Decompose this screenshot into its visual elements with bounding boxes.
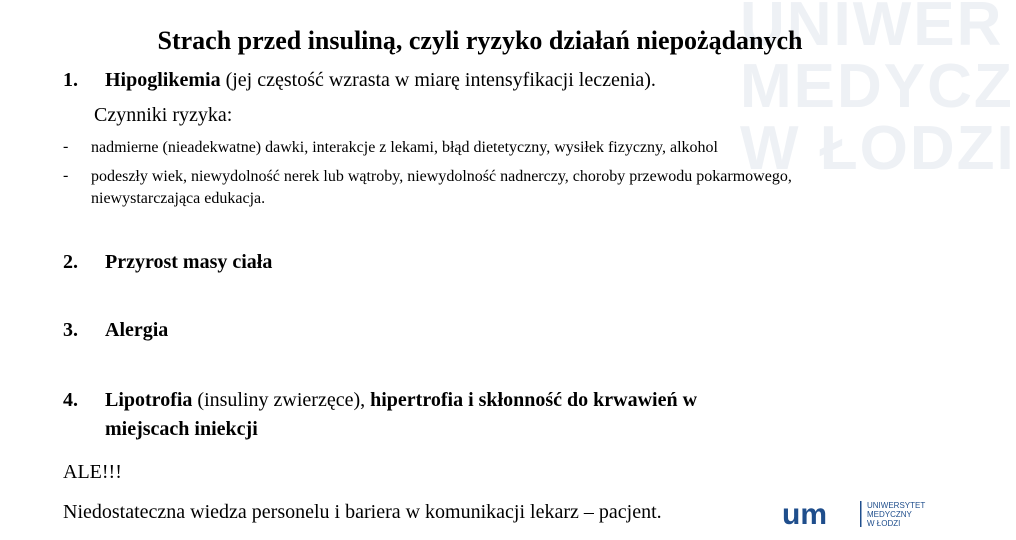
watermark-line: MEDYCZ	[740, 52, 1014, 121]
risk-factors-label: Czynniki ryzyka:	[94, 104, 233, 126]
ale-emphasis: ALE!!!	[63, 461, 122, 483]
logo-line: UNIWERSYTET	[867, 501, 926, 510]
item-heading: Lipotrofia	[105, 389, 193, 411]
logo-line: W ŁODZI	[867, 519, 901, 528]
university-logo	[780, 497, 940, 531]
item-number: 1.	[63, 69, 78, 91]
item-2	[63, 251, 272, 274]
watermark-line: W ŁODZI	[740, 114, 1016, 183]
bullet-dash: -	[63, 167, 69, 184]
item-heading: Przyrost masy ciała	[105, 251, 273, 273]
risk-factor-bullet: nadmierne (nieadekwatne) dawki, interakcje z lekami, błąd dietetyczny, wysiłek fizyczny, alkohol	[91, 139, 718, 156]
item-4-line-2: miejscach iniekcji	[105, 418, 258, 440]
logo-divider	[860, 501, 862, 527]
slide-title: Strach przed insuliną, czyli ryzyko działań niepożądanych	[157, 26, 803, 55]
item-number: 3.	[63, 319, 78, 341]
item-heading: Alergia	[105, 319, 169, 341]
item-heading-continued: hipertrofia i skłonność do krwawień w	[370, 389, 698, 411]
logo-line: MEDYCZNY	[867, 510, 912, 519]
risk-factor-bullet: podeszły wiek, niewydolność nerek lub wątroby, niewydolność nadnerczy, choroby przewodu pokarmowego, niewystarczająca edukacja.	[91, 168, 792, 207]
footer-statement: Niedostateczna wiedza personelu i bariera w komunikacji lekarz – pacjent.	[63, 501, 662, 523]
item-number: 4.	[63, 389, 78, 411]
bullet-dash: -	[63, 138, 69, 155]
item-3	[63, 319, 168, 342]
item-description: (jej częstość wzrasta w miarę intensyfikacji leczenia).	[220, 69, 656, 91]
item-1	[63, 69, 656, 92]
watermark-line: UNIWER	[740, 0, 1004, 59]
logo-mark: um	[782, 498, 827, 531]
item-heading: Hipoglikemia	[105, 69, 221, 91]
item-4	[63, 389, 697, 412]
item-number: 2.	[63, 251, 78, 273]
item-description: (insuliny zwierzęce),	[192, 389, 371, 411]
